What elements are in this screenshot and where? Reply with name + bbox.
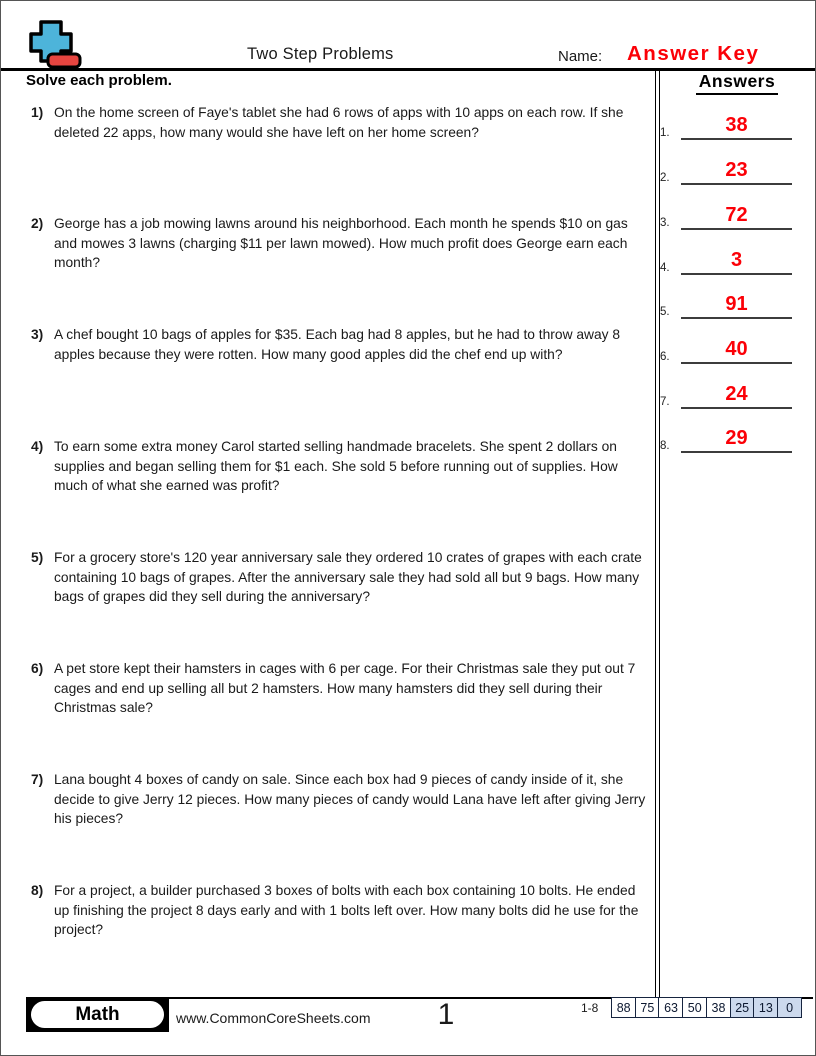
problem-text: For a project, a builder purchased 3 boxes of bolts with each box containing 10 bolts. He ended up finishing the project 8 days early and with 1 bolts left over. How many bolts did he use for the project?	[54, 883, 639, 938]
answers-header	[681, 71, 793, 95]
score-cell: 38	[706, 997, 731, 1018]
problem-text: To earn some extra money Carol started selling handmade bracelets. She spent 2 dollars on supplies and began selling them for $1 each. She sold 5 before running out of supplies. How much of what she earned was profit?	[54, 439, 618, 494]
answer-number: 5.	[660, 306, 670, 318]
answer-value: 91	[725, 293, 748, 315]
answer-value: 40	[725, 338, 748, 360]
answer-number: 8.	[660, 440, 670, 452]
subject-badge-label: Math	[31, 1001, 164, 1028]
answer-blank-line	[681, 382, 792, 409]
answers-title: Answers	[696, 71, 778, 95]
answer-row-7	[657, 382, 794, 409]
problem-item-2	[31, 214, 651, 273]
problem-item-1	[31, 103, 651, 142]
answer-value: 23	[725, 159, 748, 181]
answer-number: 2.	[660, 172, 670, 184]
website-link[interactable]: www.CommonCoreSheets.com	[176, 1010, 371, 1026]
answer-row-4	[657, 248, 794, 275]
answer-key-label: Answer Key	[627, 42, 760, 65]
problem-text: On the home screen of Faye's tablet she had 6 rows of apps with 10 apps on each row. If she deleted 22 apps, how many would she have left on her home screen?	[54, 105, 624, 140]
score-cell: 88	[611, 997, 636, 1018]
problem-item-3	[31, 325, 651, 364]
answer-row-6	[657, 337, 794, 364]
answer-row-8	[657, 426, 794, 453]
problem-number: 2)	[31, 216, 44, 231]
instruction-text: Solve each problem.	[26, 72, 172, 89]
answer-value: 72	[725, 204, 748, 226]
answer-row-2	[657, 158, 794, 185]
problem-number: 6)	[31, 661, 44, 676]
problem-text: A pet store kept their hamsters in cages with 6 per cage. For their Christmas sale they put out 7 cages and end up selling all but 2 hamsters. How many hamsters did they sell during their Christmas sale?	[54, 661, 636, 716]
plus-minus-math-logo-icon	[27, 15, 87, 73]
score-cell: 0	[777, 997, 802, 1018]
problem-text: George has a job mowing lawns around his neighborhood. Each month he spends $10 on gas and mowes 3 lawns (charging $11 per lawn mowed). How much profit does George earn each month?	[54, 216, 628, 271]
answer-number: 7.	[660, 396, 670, 408]
score-cell: 63	[658, 997, 683, 1018]
answer-blank-line	[681, 113, 792, 140]
problem-item-6	[31, 659, 651, 718]
answer-blank-line	[681, 426, 792, 453]
answer-row-5	[657, 292, 794, 319]
score-cell: 13	[753, 997, 778, 1018]
score-table	[611, 997, 802, 1018]
answer-value: 24	[725, 383, 748, 405]
answer-blank-line	[681, 337, 792, 364]
problem-item-5	[31, 548, 651, 607]
answer-blank-line	[681, 158, 792, 185]
answer-value: 29	[725, 427, 748, 449]
problem-number: 5)	[31, 550, 44, 565]
problem-text: A chef bought 10 bags of apples for $35. Each bag had 8 apples, but he had to throw away 8 apples because they were rotten. How many good apples did the chef end up with?	[54, 327, 621, 362]
answer-row-3	[657, 203, 794, 230]
problem-item-8	[31, 881, 651, 940]
problem-item-7	[31, 770, 651, 829]
problem-number: 4)	[31, 439, 44, 454]
answer-value: 3	[730, 249, 743, 271]
answer-row-1	[657, 113, 794, 140]
subject-badge	[26, 997, 169, 1032]
problem-number: 1)	[31, 105, 44, 120]
problem-number: 3)	[31, 327, 44, 342]
page-title: Two Step Problems	[247, 45, 394, 63]
answer-number: 1.	[660, 127, 670, 139]
score-cell: 50	[682, 997, 707, 1018]
score-cell: 25	[730, 997, 755, 1018]
problem-text: For a grocery store's 120 year anniversary sale they ordered 10 crates of grapes with each crate containing 10 bags of grapes. After the anniversary sale they had sold all but 9 bags. How many bags of grapes did they sell during the anniversary?	[54, 550, 642, 605]
problem-text: Lana bought 4 boxes of candy on sale. Since each box had 9 pieces of candy inside of it, she decide to give Jerry 12 pieces. How many pieces of candy would Lana have left after giving Jerry his pieces?	[54, 772, 646, 827]
score-range-label: 1-8	[581, 1001, 599, 1015]
answer-blank-line	[681, 292, 792, 319]
answer-number: 6.	[660, 351, 670, 363]
score-cell: 75	[635, 997, 660, 1018]
name-label: Name:	[558, 48, 603, 65]
problem-item-4	[31, 437, 651, 496]
problem-number: 8)	[31, 883, 44, 898]
answer-value: 38	[725, 114, 748, 136]
answer-number: 4.	[660, 262, 670, 274]
page-number: 1	[437, 998, 455, 1031]
answer-blank-line	[681, 203, 792, 230]
answer-blank-line	[681, 248, 792, 275]
problem-number: 7)	[31, 772, 44, 787]
answer-number: 3.	[660, 217, 670, 229]
